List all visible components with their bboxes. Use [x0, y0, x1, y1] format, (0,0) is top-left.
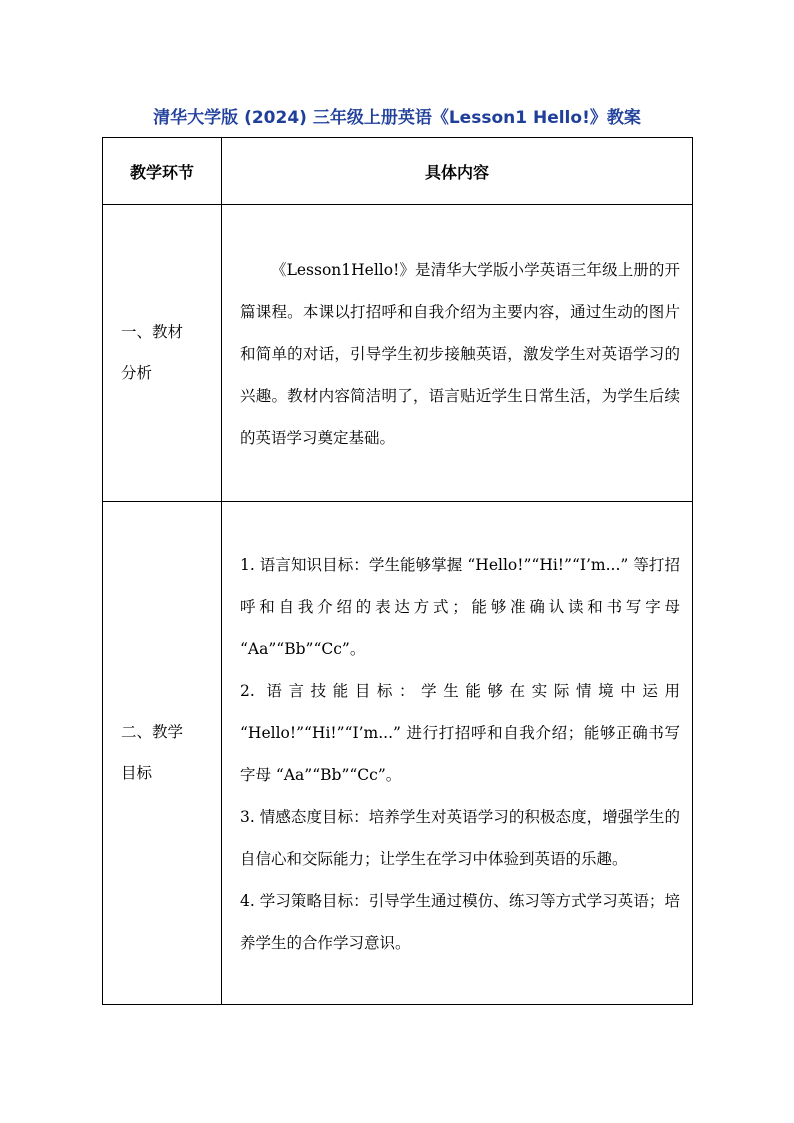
- document-title: 清华大学版 (2024) 三年级上册英语《Lesson1 Hello!》教案: [153, 108, 641, 128]
- header-section: 教学环节: [103, 138, 222, 205]
- section-label: [103, 502, 222, 1005]
- table-row: [103, 205, 693, 502]
- material-analysis-text: 《Lesson1Hello!》是清华大学版小学英语三年级上册的开篇课程。本课以打招呼和自我介绍为主要内容，通过生动的图片和简单的对话，引导学生初步接触英语，激发学生对英语学习的兴趣。教材内容简洁明了，语言贴近学生日常生活，为学生后续的英语学习奠定基础。: [240, 261, 680, 447]
- section-content: [222, 502, 693, 1005]
- lesson-plan-table: [102, 137, 693, 1005]
- goal-item: 4. 学习策略目标：引导学生通过模仿、练习等方式学习英语；培养学生的合作学习意识。: [240, 892, 680, 952]
- table-header-row: [103, 138, 693, 205]
- section-label: [103, 205, 222, 502]
- goal-item: 1. 语言知识目标：学生能够掌握 “Hello!”“Hi!”“I’m...” 等打招呼和自我介绍的表达方式；能够准确认读和书写字母 “Aa”“Bb”“Cc”。: [240, 556, 680, 658]
- goal-item: 2. 语言技能目标：学生能够在实际情境中运用 “Hello!”“Hi!”“I’m...” 进行打招呼和自我介绍；能够正确书写字母 “Aa”“Bb”“Cc”。: [240, 682, 680, 784]
- section-label-line1: 二、教学: [121, 723, 184, 741]
- section-label-line2: 分析: [121, 364, 153, 382]
- header-content: 具体内容: [222, 138, 693, 205]
- section-label-line1: 一、教材: [121, 323, 184, 341]
- section-label-line2: 目标: [121, 764, 153, 782]
- goal-item: 3. 情感态度目标：培养学生对英语学习的积极态度，增强学生的自信心和交际能力；让学生在学习中体验到英语的乐趣。: [240, 808, 680, 868]
- section-content: [222, 205, 693, 502]
- table-row: [103, 502, 693, 1005]
